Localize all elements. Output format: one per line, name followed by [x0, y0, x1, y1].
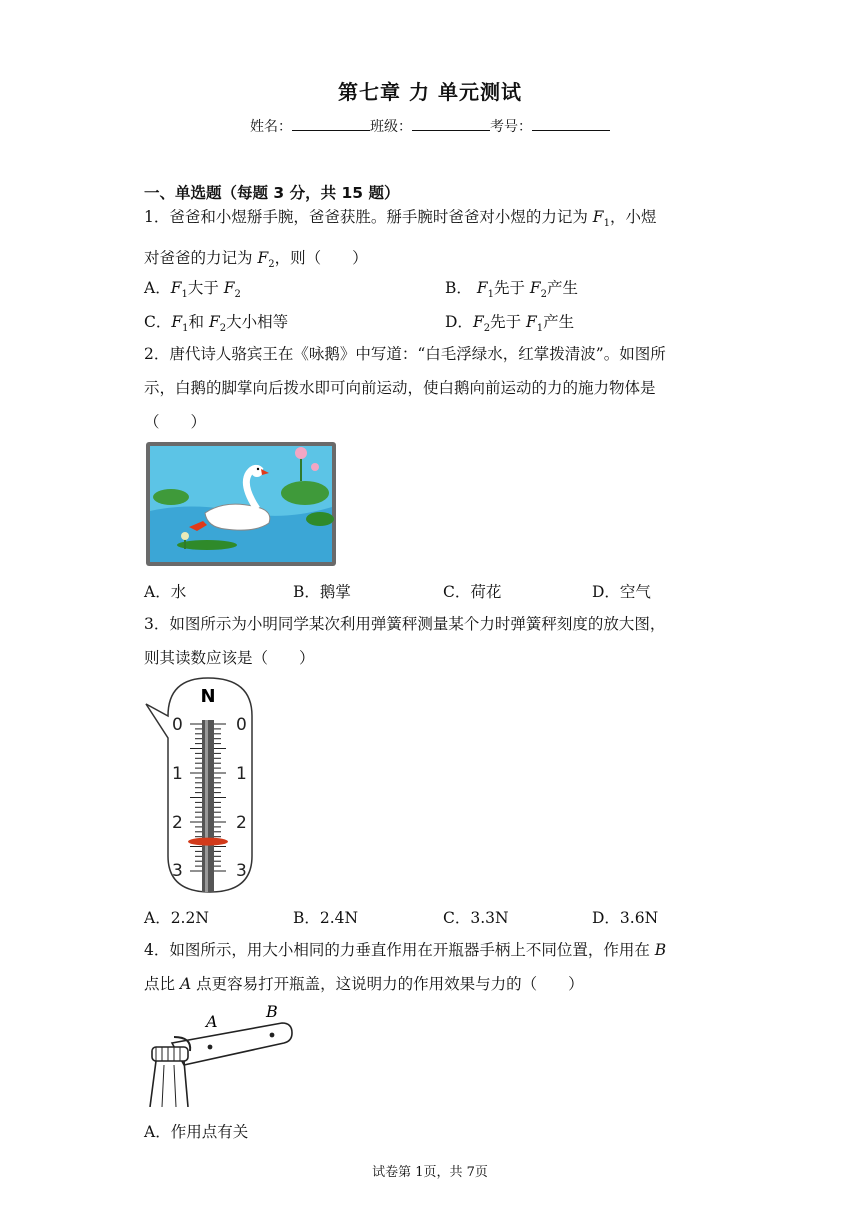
scale-right-1: 1: [236, 764, 247, 784]
section-title: 一、单选题（每题 3 分，共 15 题）: [144, 184, 400, 202]
q2-line-3: （ ）: [144, 413, 207, 431]
class-label: 班级：: [370, 119, 412, 135]
q1-option-c[interactable]: C．$F_1$和 $F_2$大小相等: [144, 313, 289, 335]
bottle-neck: [150, 1061, 188, 1107]
reading-marker: [188, 838, 228, 846]
scale-outline: [146, 678, 252, 892]
scale-right-2: 2: [236, 813, 247, 833]
q1-option-b[interactable]: B． $F_1$先于 $F_2$产生: [445, 279, 579, 301]
question-1: [144, 200, 724, 282]
q2-line-2: 示，白鹅的脚掌向后拨水即可向前运动，使白鹅向前运动的力的施力物体是: [144, 379, 656, 397]
q3-option-c[interactable]: C．3.3N: [443, 909, 509, 927]
question-3: [144, 607, 724, 675]
point-b-label: B: [266, 1003, 278, 1021]
question-2: [144, 337, 724, 439]
q2-option-b[interactable]: B．鹅掌: [293, 583, 351, 601]
q1-line-2: 对爸爸的力记为 $F_2$，则（ ）: [144, 249, 368, 271]
point-a-label: A: [206, 1012, 218, 1031]
scale-left-0: 0: [172, 715, 183, 735]
q2-option-c[interactable]: C．荷花: [443, 583, 502, 601]
id-label: 考号：: [490, 119, 532, 135]
scale-right-0: 0: [236, 715, 247, 735]
class-blank[interactable]: [412, 118, 490, 131]
q1-option-a[interactable]: A．$F_1$大于 $F_2$: [144, 279, 241, 301]
q4-option-a[interactable]: A．作用点有关: [144, 1123, 249, 1141]
name-blank[interactable]: [292, 118, 370, 131]
page-title: 第七章 力 单元测试: [338, 80, 522, 104]
q2-line-1: 2．唐代诗人骆宾王在《咏鹅》中写道：“白毛浮绿水，红掌拨清波”。如图所: [144, 345, 666, 363]
q3-option-b[interactable]: B．2.4N: [293, 909, 359, 927]
name-label: 姓名：: [250, 119, 292, 135]
id-blank[interactable]: [532, 118, 610, 131]
bottle-opener-figure: [144, 1003, 294, 1107]
student-info: [250, 116, 610, 136]
scale-right-3: 3: [236, 861, 247, 881]
q2-option-d[interactable]: D．空气: [592, 583, 651, 601]
scale-left-2: 2: [172, 813, 183, 833]
spring-scale-figure: [142, 676, 262, 896]
q3-option-d[interactable]: D．3.6N: [592, 909, 659, 927]
goose-image: [145, 441, 337, 567]
bottle-cap: [152, 1047, 188, 1061]
scale-unit: N: [200, 686, 216, 707]
page-footer: 试卷第 1页，共 7页: [372, 1165, 488, 1180]
q4-line-1: 4．如图所示，用大小相同的力垂直作用在开瓶器手柄上不同位置，作用在 B: [144, 941, 667, 959]
q3-line-1: 3．如图所示为小明同学某次利用弹簧秤测量某个力时弹簧秤刻度的放大图，: [144, 615, 666, 633]
q4-line-2: 点比 A 点更容易打开瓶盖，这说明力的作用效果与力的（ ）: [144, 975, 584, 993]
q3-option-a[interactable]: A．2.2N: [144, 909, 209, 927]
scale-left-3: 3: [172, 861, 183, 881]
point-a-dot: [208, 1045, 213, 1050]
q1-option-d[interactable]: D．$F_2$先于 $F_1$产生: [445, 313, 575, 335]
scale-left-1: 1: [172, 764, 183, 784]
point-b-dot: [270, 1033, 275, 1038]
q3-line-2: 则其读数应该是（ ）: [144, 649, 315, 667]
q1-line-1: 1．爸爸和小煜掰手腕，爸爸获胜。掰手腕时爸爸对小煜的力记为 $F_1$，小煜: [144, 208, 657, 230]
question-4: [144, 933, 724, 1001]
q2-option-a[interactable]: A．水: [144, 583, 187, 601]
